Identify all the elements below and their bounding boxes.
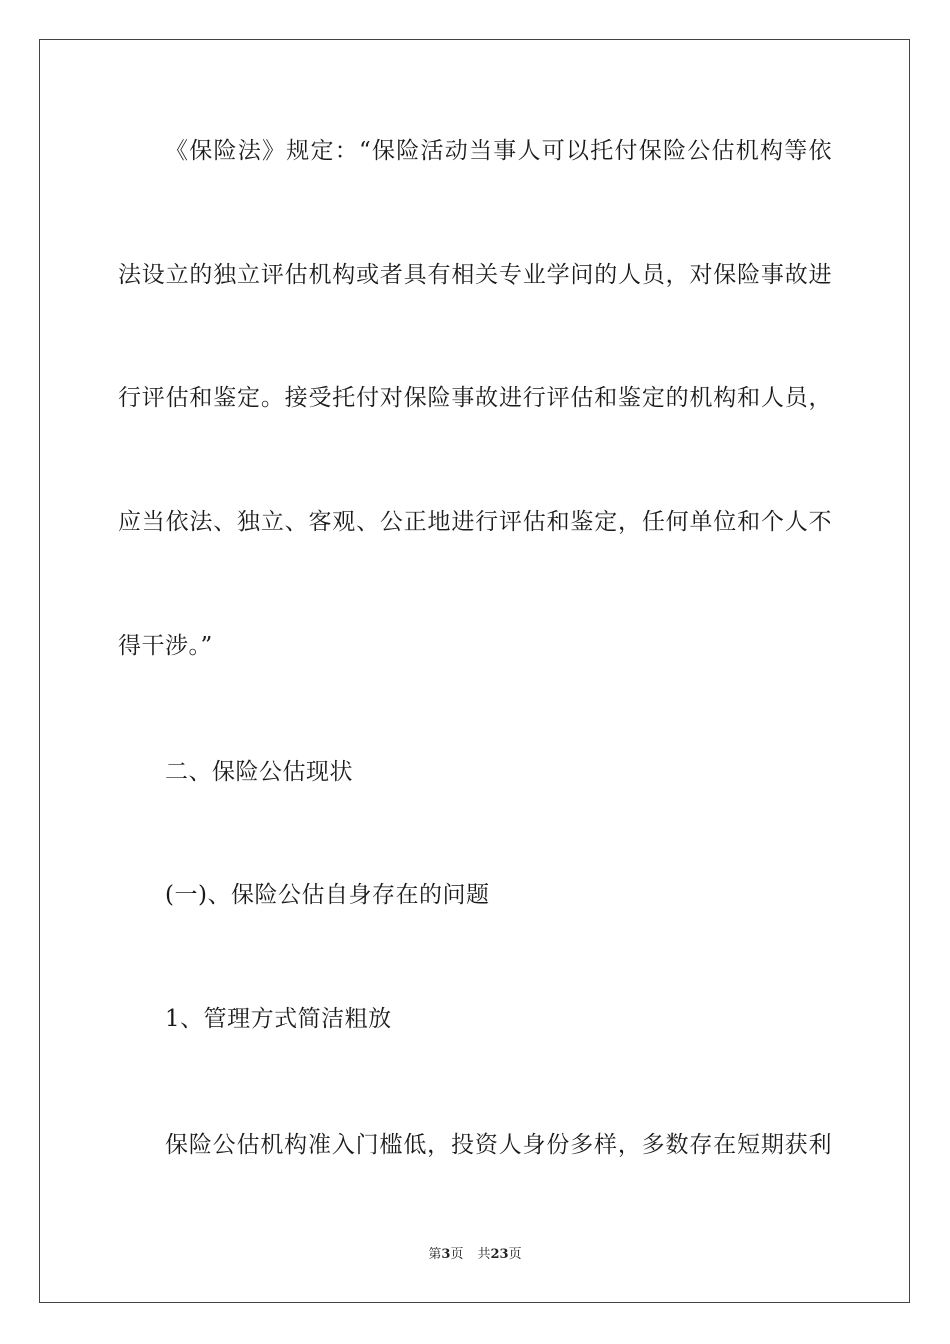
paragraph-line-2: 法设立的独立评估机构或者具有相关专业学问的人员，对保险事故进 (118, 262, 832, 288)
footer-total-suffix: 页 (508, 1247, 522, 1262)
footer-page-prefix: 第 (428, 1247, 442, 1262)
section-heading: 二、保险公估现状 (165, 759, 353, 785)
footer-page-suffix: 页 (450, 1247, 464, 1262)
footer-total-prefix: 共 (477, 1247, 491, 1262)
paragraph-line-1: 《保险法》规定：“保险活动当事人可以托付保险公估机构等依 (165, 138, 832, 164)
page-border (39, 39, 910, 1303)
footer-total-pages: 23 (490, 1247, 509, 1262)
paragraph-line-4: 应当依法、独立、客观、公正地进行评估和鉴定，任何单位和个人不 (118, 509, 832, 535)
paragraph-line-6: 保险公估机构准入门槛低，投资人身份多样，多数存在短期获利 (165, 1132, 832, 1158)
item-heading: 1、管理方式简洁粗放 (165, 1006, 392, 1032)
paragraph-line-3: 行评估和鉴定。接受托付对保险事故进行评估和鉴定的机构和人员， (118, 385, 832, 411)
page-footer (0, 1246, 950, 1264)
footer-page-number: 3 (441, 1247, 451, 1262)
subsection-heading: (一)、保险公估自身存在的问题 (165, 882, 490, 908)
paragraph-line-5: 得干涉。” (118, 633, 213, 659)
